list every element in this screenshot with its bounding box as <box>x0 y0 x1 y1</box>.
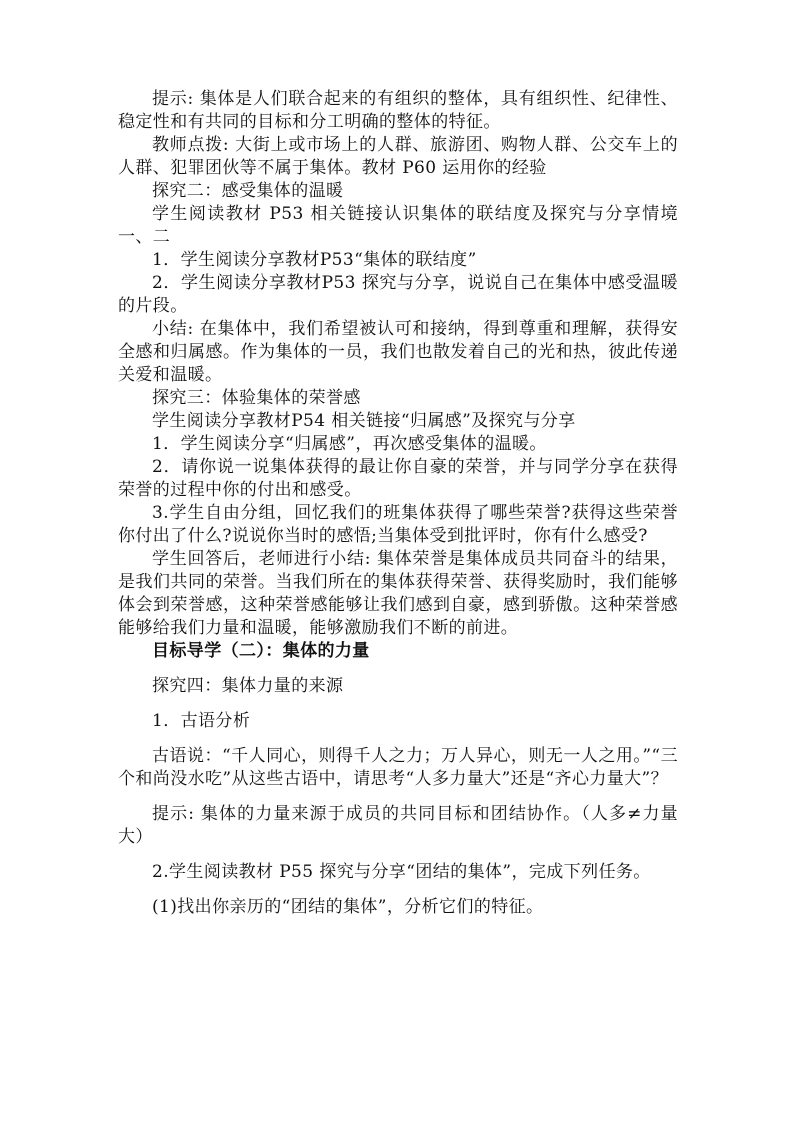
inquiry-three-intro: 学生阅读分享教材P54 相关链接“归属感”及探究与分享 <box>152 411 576 431</box>
ancient-saying-paragraph: 古语说：“千人同心，则得千人之力；万人异心，则无一人之用。”“三个和尚没水吃”从这些古语中，请思考“人多力量大”还是“齐心力量大”？ <box>118 746 678 789</box>
section-two-heading: 目标导学（二）：集体的力量 <box>152 641 370 661</box>
inquiry-three-heading: 探究三：体验集体的荣誉感 <box>152 388 361 408</box>
inquiry-three-item-2: 2．请你说一说集体获得的最让你自豪的荣誉，并与同学分享在获得荣誉的过程中你的付出和感受。 <box>118 457 678 500</box>
inquiry-three-item-3: 3.学生自由分组，回忆我们的班集体获得了哪些荣誉?获得这些荣誉你付出了什么?说说你当时的感悟;当集体受到批评时，你有什么感受? <box>118 503 678 546</box>
summary-paragraph: 小结: 在集体中，我们希望被认可和接纳，得到尊重和理解，获得安全感和归属感。作为集体的一员，我们也散发着自己的光和热，彼此传递关爱和温暖。 <box>118 319 678 385</box>
inquiry-four-heading: 探究四：集体力量的来源 <box>152 676 344 696</box>
honor-summary-paragraph: 学生回答后，老师进行小结: 集体荣誉是集体成员共同奋斗的结果，是我们共同的荣誉。当我们所在的集体获得荣誉、获得奖励时，我们能够体会到荣誉感，这种荣誉感能够让我们感到自豪，感到骄傲。这种荣誉感能够给我们力量和温暖，能够激励我们不断的前进。 <box>118 549 678 638</box>
unity-task-paragraph: 2.学生阅读教材 P55 探究与分享“团结的集体”，完成下列任务。 <box>152 862 651 882</box>
ancient-saying-label: 1．古语分析 <box>152 711 251 731</box>
inquiry-two-heading: 探究二：感受集体的温暖 <box>152 181 344 201</box>
teacher-note-paragraph: 教师点拨: 大街上或市场上的人群、旅游团、购物人群、公交车上的人群、犯罪团伙等不属于集体。教材 P60 运用你的经验 <box>118 135 678 178</box>
inquiry-two-item-1: 1．学生阅读分享教材P53“集体的联结度” <box>152 250 477 270</box>
inquiry-two-intro: 学生阅读教材 P53 相关链接认识集体的联结度及探究与分享情境一、二 <box>118 204 678 247</box>
document-page <box>118 88 678 919</box>
unity-task-item-1: (1)找出你亲历的“团结的集体”，分析它们的特征。 <box>152 897 544 917</box>
inquiry-three-item-1: 1．学生阅读分享“归属感”，再次感受集体的温暖。 <box>152 434 547 454</box>
power-source-tip: 提示: 集体的力量来源于成员的共同目标和团结协作。（人多≠力量大） <box>118 804 678 847</box>
tip-definition-paragraph: 提示: 集体是人们联合起来的有组织的整体，具有组织性、纪律性、稳定性和有共同的目标和分工明确的整体的特征。 <box>118 89 678 132</box>
inquiry-two-item-2: 2．学生阅读分享教材P53 探究与分享，说说自己在集体中感受温暖的片段。 <box>118 273 678 316</box>
